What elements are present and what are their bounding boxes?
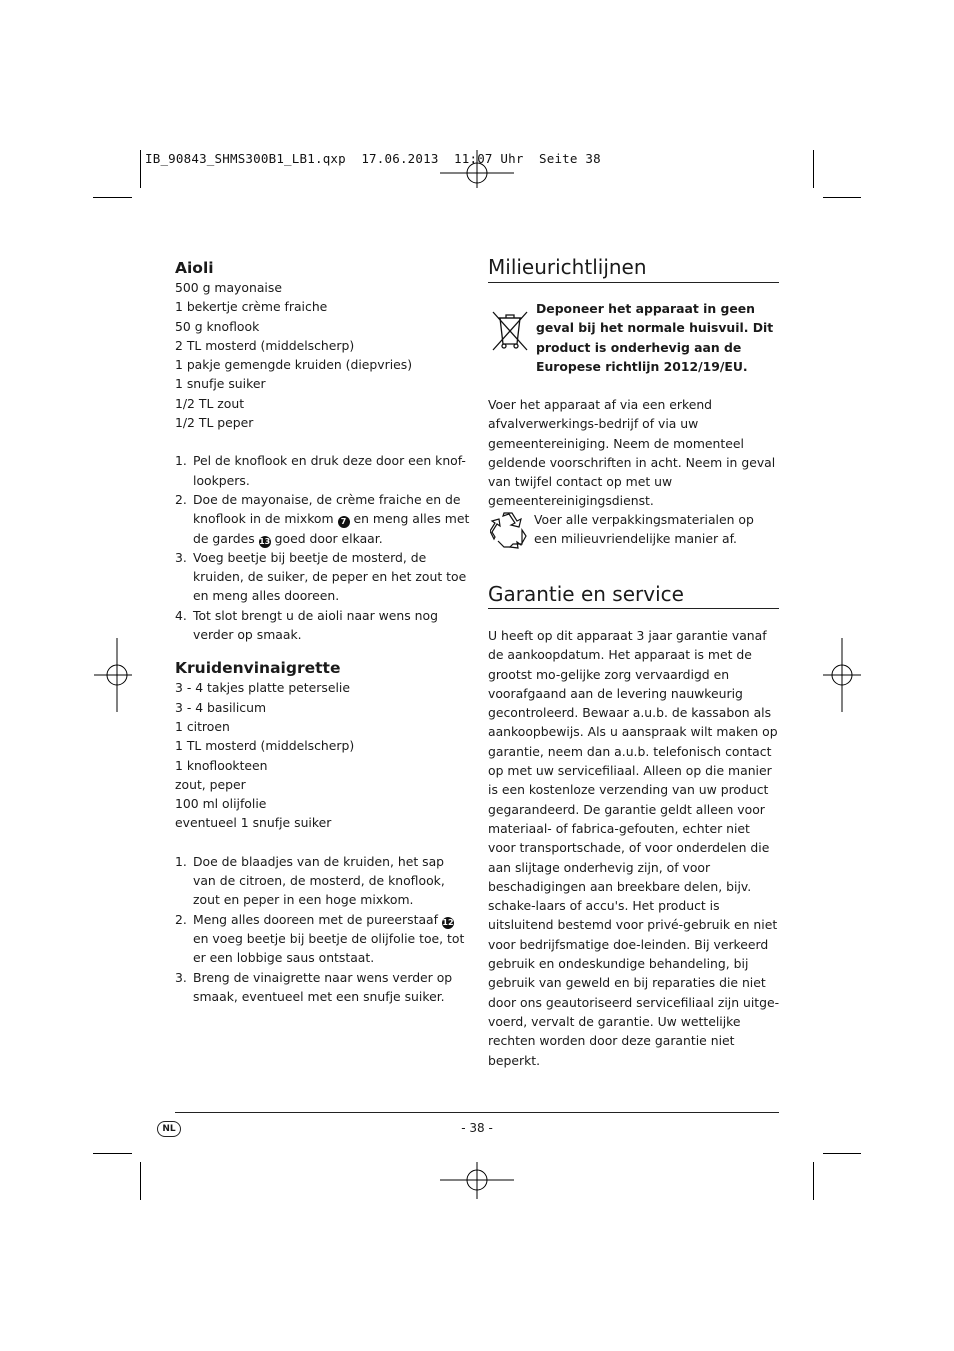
ingredient: 1 knoflookteen	[175, 757, 268, 773]
registration-mark-icon	[440, 1162, 514, 1199]
list-item: 2. Meng alles dooreen met de pureerstaaf 12 en voeg beetje bij beetje de olijfolie toe, tot er een lobbige saus ontstaat.	[175, 911, 465, 966]
part-number-icon: 13	[259, 536, 271, 546]
garantie-section	[488, 581, 780, 607]
ingredient: 1/2 TL peper	[175, 415, 254, 431]
aioli-heading: Aioli	[175, 259, 214, 277]
ingredient: 500 g mayonaise	[175, 280, 282, 295]
ingredient: 3 - 4 takjes platte peterselie	[175, 680, 350, 696]
list-item: 1. Doe de blaadjes van de kruiden, het sap van de citroen, de mosterd, de knoflook, zout en peper in een hoge mixkom.	[175, 853, 445, 908]
ingredient: 100 ml olijfolie	[175, 796, 267, 812]
aioli-ingredients	[175, 278, 470, 432]
print-header: IB_90843_SHMS300B1_LB1.qxp 17.06.2013 11:07 Uhr Seite 38	[145, 151, 601, 166]
right-column	[488, 254, 780, 280]
left-column	[175, 258, 470, 1006]
ingredient: 2 TL mosterd (middelscherp)	[175, 337, 355, 353]
ingredient: 1 snufje suiker	[175, 376, 266, 392]
recycle-icon	[490, 511, 528, 549]
list-item: 3. Breng de vinaigrette naar wens verder op smaak, eventueel met een snufje suiker.	[175, 969, 453, 1004]
ingredient: 1 TL mosterd (middelscherp)	[175, 738, 355, 754]
list-item: 2. Doe de mayonaise, de crème fraiche en de knoflook in de mixkom 7 en meng alles met de gardes 13 goed door elkaar.	[175, 491, 470, 546]
aioli-steps	[175, 451, 470, 644]
ingredient: eventueel 1 snufje suiker	[175, 815, 332, 831]
ingredient: zout, peper	[175, 776, 246, 792]
recycle-text: Voer alle verpakkingsmaterialen op een milieuvriendelijke manier af.	[534, 512, 754, 547]
heading-rule	[488, 282, 779, 283]
ingredient: 1/2 TL zout	[175, 395, 245, 411]
garantie-heading: Garantie en service	[488, 582, 684, 606]
ingredient: 1 pakje gemengde kruiden (diepvries)	[175, 357, 413, 373]
crossed-bin-icon	[490, 308, 530, 354]
list-item: 4. Tot slot brengt u de aioli naar wens nog verder op smaak.	[175, 607, 438, 643]
list-item: 3. Voeg beetje bij beetje de mosterd, de kruiden, de suiker, de peper en het zout toe en meng alles dooreen.	[175, 549, 467, 604]
heading-rule	[488, 608, 779, 609]
ingredient: 50 g knoflook	[175, 318, 260, 334]
ingredient: 1 bekertje crème fraiche	[175, 299, 328, 315]
garantie-body: U heeft op dit apparaat 3 jaar garantie vanaf de aankoopdatum. Het apparaat is met de grootst mo-gelijke zorg vervaardigd en voorafgaand aan de levering nauwkeurig gecontroleerd. Bewaar a.u.b. de kassabon als aankoopbewijs. Als u aanspraak wilt maken op garantie, neem dan a.u.b. telefonisch contact op met uw servicefiliaal. Alleen op die manier is een kostenloze verzending van uw product gegarandeerd. De garantie geldt alleen voor materiaal- of fabrica-gefouten, echter niet voor transportschade, of voor onderdelen die aan slijtage onderhevig zijn, of voor beschadigingen aan breekbare delen, bijv. schake-laars of accu's. Het product is uitsluitend bestemd voor privé-gebruik en niet voor bedrijfsmatige doe-leinden. Bij verkeerd gebruik en ondeskundige behandeling, bij gebruik van geweld en bij reparaties die niet door ons geautoriseerd servicefiliaal zijn uitge-voerd, vervalt de garantie. Uw wettelijke rechten worden door deze garantie niet beperkt.	[488, 628, 780, 1068]
vinaigrette-ingredients	[175, 678, 470, 832]
disposal-warning: Deponeer het apparaat in geen geval bij het normale huisvuil. Dit product is onderhevig aan de Europese richtlijn 2012/19/EU.	[536, 301, 774, 374]
ingredient: 3 - 4 basilicum	[175, 699, 267, 715]
vinaigrette-steps	[175, 852, 470, 1006]
part-number-icon: 7	[338, 516, 350, 528]
list-item: 1. Pel de knoflook en druk deze door een knof-lookpers.	[175, 453, 466, 488]
footer-rule	[175, 1112, 779, 1113]
registration-mark-icon	[440, 150, 514, 188]
vinaigrette-heading: Kruidenvinaigrette	[175, 659, 341, 678]
milieu-heading: Milieurichtlijnen	[488, 255, 647, 279]
registration-mark-icon	[823, 638, 861, 712]
page-number: - 38 -	[461, 1121, 493, 1135]
registration-mark-icon	[94, 638, 132, 712]
disposal-body: Voer het apparaat af via een erkend afvalverwerkings-bedrijf of via uw gemeentereiniging. Neem de momenteel geldende voorschriften in acht. Neem in geval van twijfel contact op met uw gemeentereinigingsdienst.	[488, 397, 776, 509]
part-number-icon: 12	[442, 917, 454, 927]
ingredient: 1 citroen	[175, 718, 230, 734]
language-badge: NL	[157, 1121, 181, 1137]
